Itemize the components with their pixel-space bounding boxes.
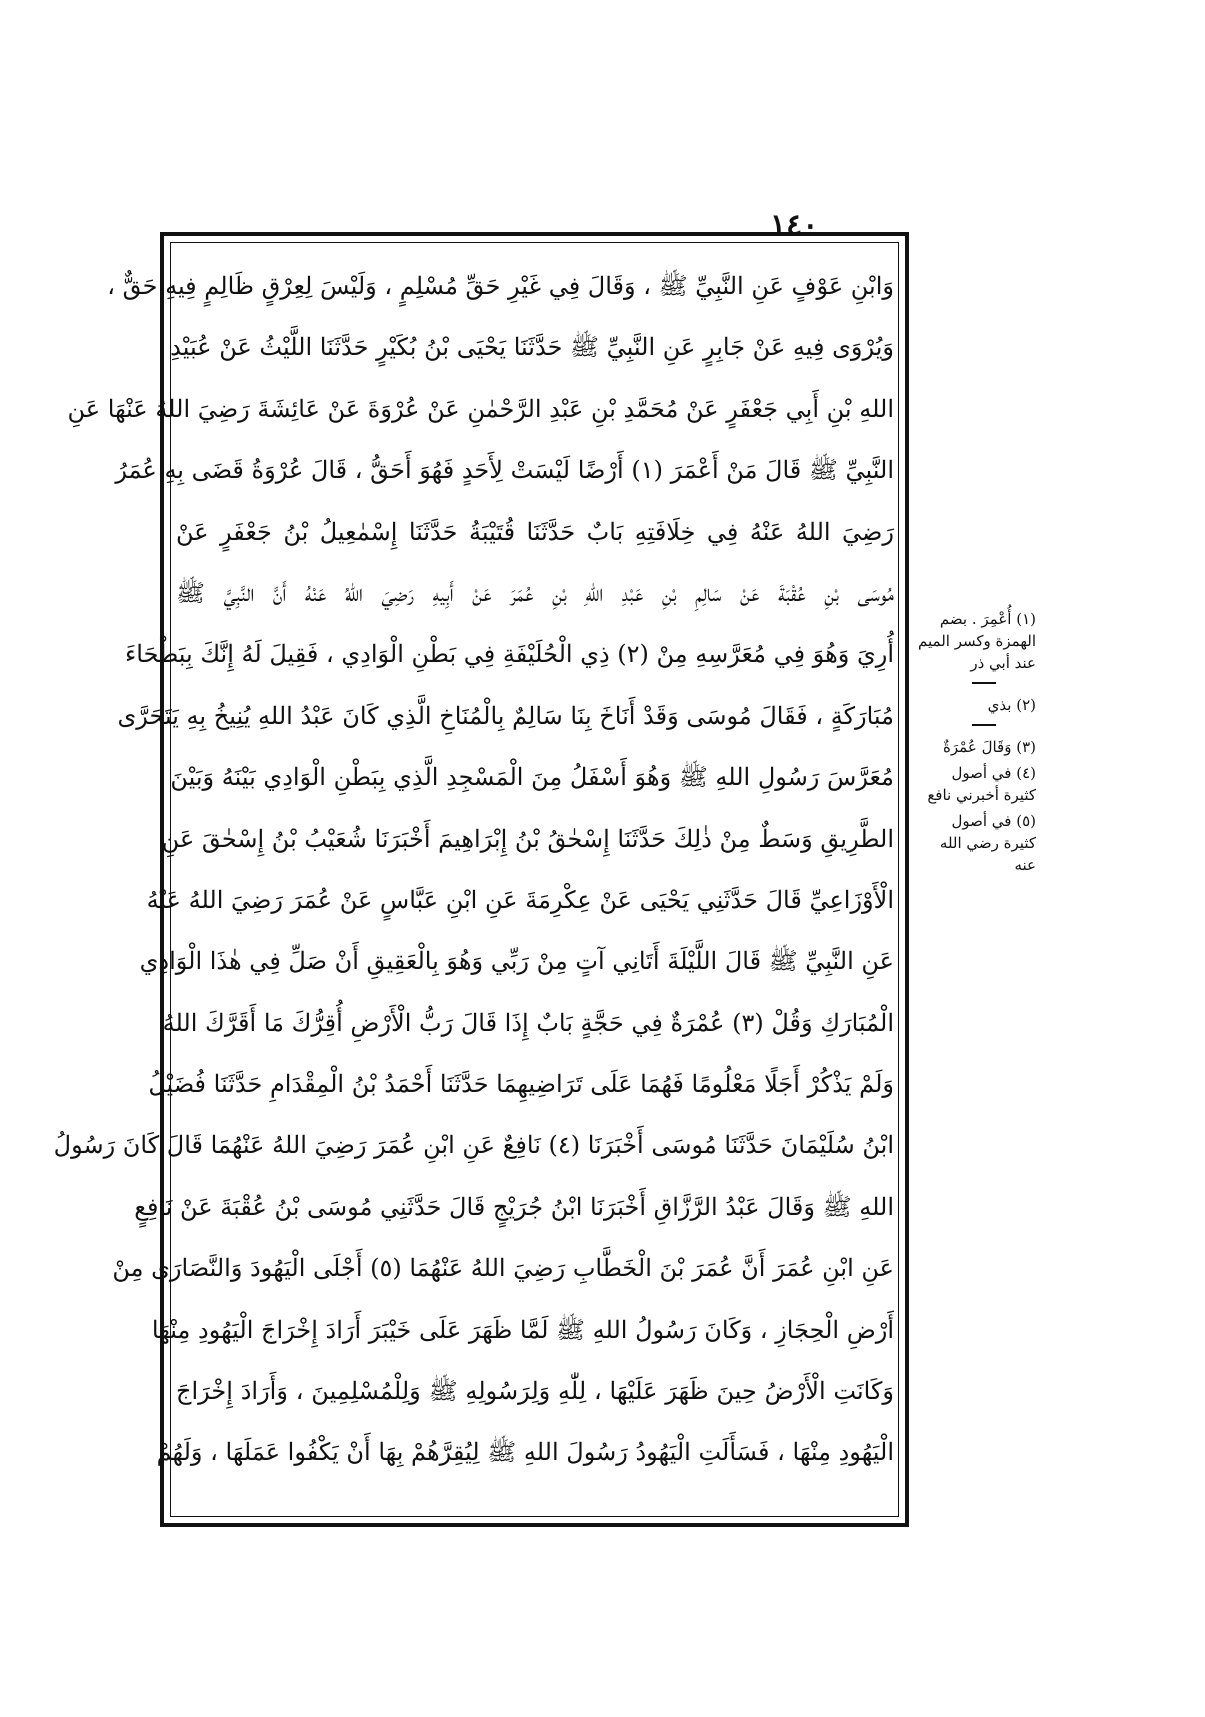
text-line-8: مُبَارَكَةٍ ، فَقَالَ مُوسَى وَقَدْ أَنَاخَ بِنَا سَالِمٌ بِالْمُنَاخِ الَّذِي كَانَ عَبْدُ اللهِ يُنِيخُ بِهِ يَتَحَرَّى <box>117 701 894 730</box>
text-line-3: اللهِ بْنِ أَبِي جَعْفَرٍ عَنْ مُحَمَّدِ بْنِ عَبْدِ الرَّحْمٰنِ عَنْ عُرْوَةَ عَنْ عَائِشَةَ رَضِيَ اللهُ عَنْهَا عَنِ <box>67 394 894 423</box>
text-line-6: مُوسَى بْنِ عُقْبَةَ عَنْ سَالِمِ بْنِ عَبْدِ اللهِ بْنِ عُمَرَ عَنْ أَبِيهِ رَضِيَ اللهُ عَنْهُ أَنَّ النَّبِيَّ ﷺ <box>176 578 894 607</box>
text-line-12: عَنِ النَّبِيِّ ﷺ قَالَ اللَّيْلَةَ أَتَانِي آتٍ مِنْ رَبِّي وَهُوَ بِالْعَقِيقِ أَنْ صَلِّ فِي هٰذَا الْوَادِي <box>139 947 894 976</box>
margin-note-5: (٥) في أصول كثيرة رضي الله عنه <box>939 812 1036 874</box>
margin-note-1: (١) أُعْمِرَ . بضم الهمزة وكسر الميم عند أبي ذر <box>918 610 1036 672</box>
text-line-7: أُرِيَ وَهُوَ فِي مُعَرَّسِهِ مِنْ (٢) ذِي الْحُلَيْفَةِ فِي بَطْنِ الْوَادِي ، فَقِيلَ لَهُ إِنَّكَ بِبَطْحَاءَ <box>125 640 894 669</box>
text-line-10: الطَّرِيقِ وَسَطٌ مِنْ ذٰلِكَ حَدَّثَنَا إِسْحٰقُ بْنُ إِبْرَاهِيمَ أَخْبَرَنَا شُعَيْبُ بْنُ إِسْحٰقَ عَنِ <box>161 824 894 853</box>
text-line-5: رَضِيَ اللهُ عَنْهُ فِي خِلَافَتِهِ بَابٌ حَدَّثَنَا قُتَيْبَةُ حَدَّثَنَا إِسْمٰعِيلُ بْنُ جَعْفَرٍ عَنْ <box>176 517 894 546</box>
margin-notes <box>918 608 1036 880</box>
text-line-1: وَابْنِ عَوْفٍ عَنِ النَّبِيِّ ﷺ ، وَقَالَ فِي غَيْرِ حَقِّ مُسْلِمٍ ، وَلَيْسَ لِعِرْقٍ ظَالِمٍ فِيهِ حَقٌّ ، <box>107 272 894 300</box>
text-line-19: وَكَانَتِ الْأَرْضُ حِينَ ظَهَرَ عَلَيْهَا ، لِلّٰهِ وَلِرَسُولِهِ ﷺ وَلِلْمُسْلِمِينَ ، وَأَرَادَ إِخْرَاجَ <box>176 1377 894 1406</box>
text-line-9: مُعَرَّسَ رَسُولِ اللهِ ﷺ وَهُوَ أَسْفَلُ مِنَ الْمَسْجِدِ الَّذِي بِبَطْنِ الْوَادِي بَيْنَهُ وَبَيْنَ <box>170 763 894 792</box>
text-line-4: النَّبِيِّ ﷺ قَالَ مَنْ أَعْمَرَ (١) أَرْضًا لَيْسَتْ لِأَحَدٍ فَهُوَ أَحَقُّ ، قَالَ عُرْوَةُ قَضَى بِهِ عُمَرُ <box>115 456 894 485</box>
text-line-20: الْيَهُودِ مِنْهَا ، فَسَأَلَتِ الْيَهُودُ رَسُولَ اللهِ ﷺ لِيُقِرَّهُمْ بِهَا أَنْ يَكْفُوا عَمَلَهَا ، وَلَهُمْ <box>156 1438 894 1467</box>
text-line-2: وَيُرْوَى فِيهِ عَنْ جَابِرٍ عَنِ النَّبِيِّ ﷺ حَدَّثَنَا يَحْيَى بْنُ بُكَيْرٍ حَدَّثَنَا اللَّيْثُ عَنْ عُبَيْدِ <box>170 333 894 362</box>
text-line-16: اللهِ ﷺ وَقَالَ عَبْدُ الرَّزَّاقِ أَخْبَرَنَا ابْنُ جُرَيْجٍ قَالَ حَدَّثَنِي مُوسَى بْنُ عُقْبَةَ عَنْ نَافِعٍ <box>134 1192 894 1221</box>
text-line-17: عَنِ ابْنِ عُمَرَ أَنَّ عُمَرَ بْنَ الْخَطَّابِ رَضِيَ اللهُ عَنْهُمَا (٥) أَجْلَى الْيَهُودَ وَالنَّصَارَى مِنْ <box>112 1254 894 1283</box>
note-separator <box>972 724 996 726</box>
main-text-block <box>53 256 894 1484</box>
note-separator <box>972 682 996 684</box>
text-line-11: الْأَوْزَاعِيِّ قَالَ حَدَّثَنِي يَحْيَى عَنْ عِكْرِمَةَ عَنِ ابْنِ عَبَّاسٍ عَنْ عُمَرَ رَضِيَ اللهُ عَنْهُ <box>146 885 894 914</box>
page-number: ١٤٠ <box>770 208 819 243</box>
text-line-18: أَرْضِ الْحِجَازِ ، وَكَانَ رَسُولُ اللهِ ﷺ لَمَّا ظَهَرَ عَلَى خَيْبَرَ أَرَادَ إِخْرَاجَ الْيَهُودِ مِنْهَا <box>151 1315 894 1344</box>
margin-note-4: (٤) في أصول كثيرة أخبرني نافع <box>927 764 1036 804</box>
margin-note-3: (٣) وَقَالَ عُمْرَةٌ <box>943 738 1036 756</box>
text-line-13: الْمُبَارَكِ وَقُلْ (٣) عُمْرَةٌ فِي حَجَّةٍ بَابٌ إِذَا قَالَ رَبُّ الْأَرْضِ أُقِرُّكَ مَا أَقَرَّكَ اللهُ <box>162 1008 894 1037</box>
margin-note-2: (٢) بذي <box>987 696 1036 714</box>
text-line-14: وَلَمْ يَذْكُرْ أَجَلًا مَعْلُومًا فَهُمَا عَلَى تَرَاضِيهِمَا حَدَّثَنَا أَحْمَدُ بْنُ الْمِقْدَامِ حَدَّثَنَا فُضَيْلُ <box>148 1070 894 1099</box>
text-line-15: ابْنُ سُلَيْمَانَ حَدَّثَنَا مُوسَى أَخْبَرَنَا (٤) نَافِعٌ عَنِ ابْنِ عُمَرَ رَضِيَ اللهُ عَنْهُمَا قَالَ كَانَ رَسُولُ <box>53 1131 894 1160</box>
